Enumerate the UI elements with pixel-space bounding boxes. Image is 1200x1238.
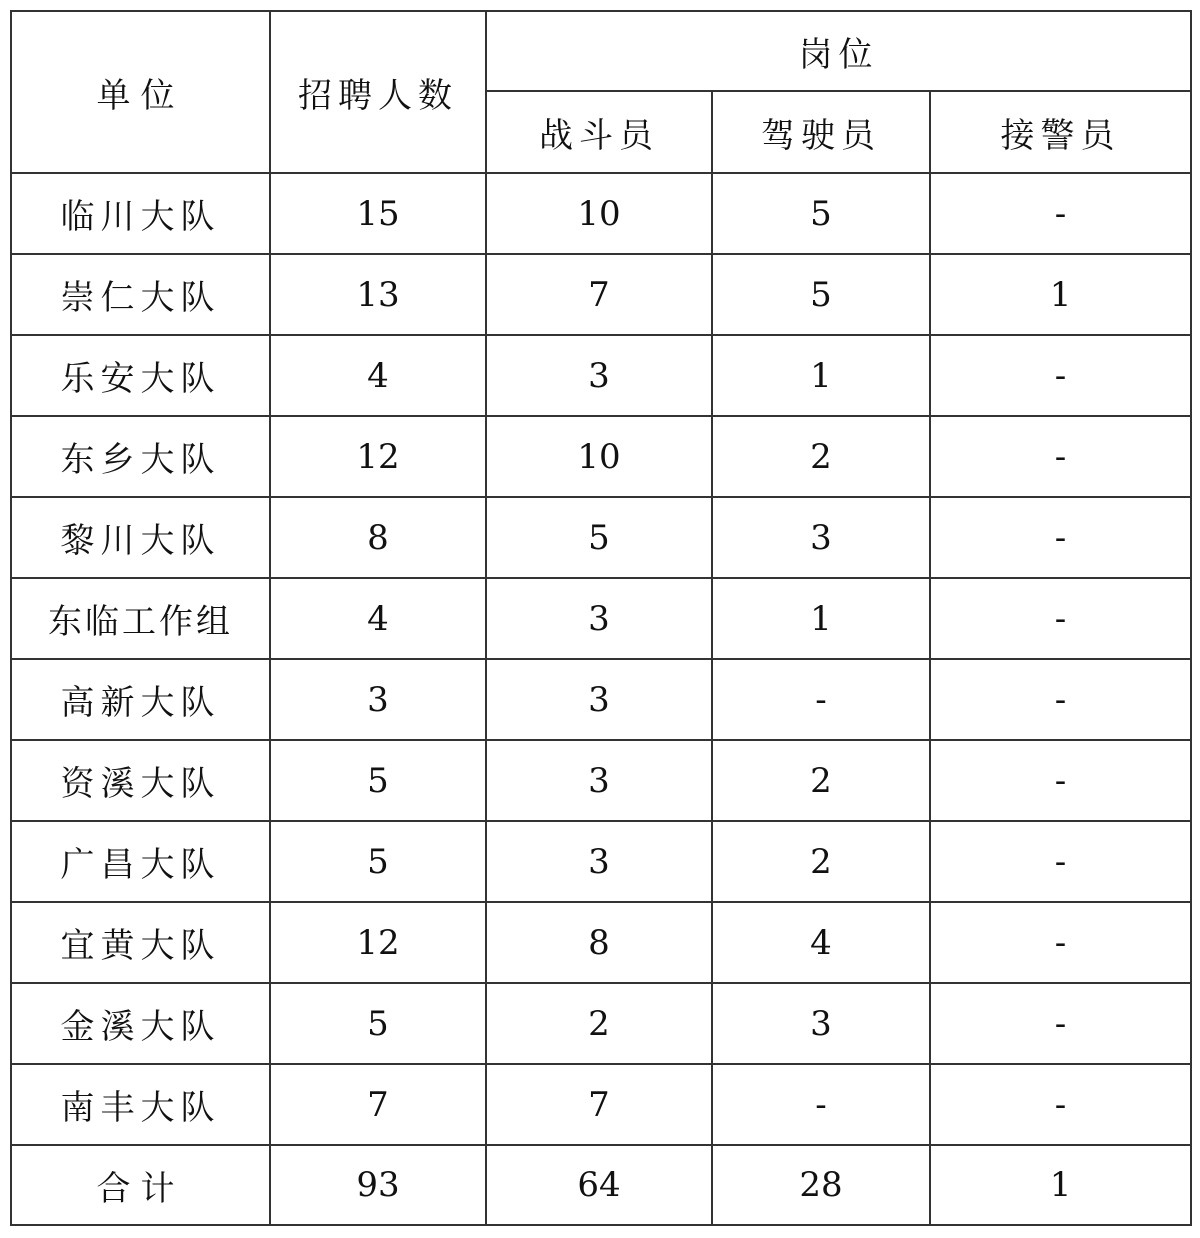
header-dispatcher: 接警员 [930, 91, 1191, 173]
cell-combatant: 3 [486, 740, 712, 821]
header-row-1 [11, 11, 1191, 91]
cell-total: 5 [270, 740, 486, 821]
cell-combatant: 3 [486, 578, 712, 659]
cell-total: 5 [270, 983, 486, 1064]
cell-combatant: 3 [486, 821, 712, 902]
cell-driver: 5 [712, 173, 930, 254]
cell-total: 12 [270, 902, 486, 983]
cell-combatant: 2 [486, 983, 712, 1064]
cell-unit: 东临工作组 [11, 578, 270, 659]
cell-total: 4 [270, 578, 486, 659]
cell-driver: - [712, 659, 930, 740]
cell-dispatcher: - [930, 497, 1191, 578]
cell-combatant: 5 [486, 497, 712, 578]
table-row [11, 335, 1191, 416]
cell-dispatcher: - [930, 902, 1191, 983]
cell-total: 7 [270, 1064, 486, 1145]
cell-combatant: 3 [486, 659, 712, 740]
cell-total: 13 [270, 254, 486, 335]
total-driver: 28 [712, 1145, 930, 1225]
cell-dispatcher: - [930, 740, 1191, 821]
cell-combatant: 7 [486, 254, 712, 335]
table-row [11, 983, 1191, 1064]
cell-driver: 1 [712, 335, 930, 416]
cell-dispatcher: - [930, 1064, 1191, 1145]
cell-unit: 高新大队 [11, 659, 270, 740]
cell-combatant: 8 [486, 902, 712, 983]
cell-total: 12 [270, 416, 486, 497]
cell-dispatcher: - [930, 416, 1191, 497]
recruitment-table-container [10, 10, 1192, 1226]
cell-driver: 4 [712, 902, 930, 983]
table-row [11, 497, 1191, 578]
cell-total: 8 [270, 497, 486, 578]
table-row [11, 902, 1191, 983]
cell-driver: 2 [712, 416, 930, 497]
total-label: 合计 [11, 1145, 270, 1225]
cell-driver: 2 [712, 821, 930, 902]
table-row [11, 578, 1191, 659]
cell-driver: - [712, 1064, 930, 1145]
table-row [11, 659, 1191, 740]
cell-driver: 3 [712, 497, 930, 578]
cell-unit: 资溪大队 [11, 740, 270, 821]
cell-unit: 东乡大队 [11, 416, 270, 497]
cell-total: 15 [270, 173, 486, 254]
header-recruit-count: 招聘人数 [270, 11, 486, 173]
recruitment-table [10, 10, 1192, 1226]
header-driver: 驾驶员 [712, 91, 930, 173]
cell-driver: 2 [712, 740, 930, 821]
total-dispatcher: 1 [930, 1145, 1191, 1225]
cell-total: 4 [270, 335, 486, 416]
cell-unit: 黎川大队 [11, 497, 270, 578]
total-recruit-count: 93 [270, 1145, 486, 1225]
table-row [11, 1064, 1191, 1145]
cell-combatant: 10 [486, 173, 712, 254]
cell-combatant: 7 [486, 1064, 712, 1145]
cell-unit: 南丰大队 [11, 1064, 270, 1145]
table-row [11, 740, 1191, 821]
cell-driver: 3 [712, 983, 930, 1064]
cell-total: 5 [270, 821, 486, 902]
cell-dispatcher: - [930, 983, 1191, 1064]
table-row [11, 254, 1191, 335]
cell-unit: 广昌大队 [11, 821, 270, 902]
table-row [11, 821, 1191, 902]
table-row [11, 416, 1191, 497]
header-positions: 岗位 [486, 11, 1191, 91]
cell-dispatcher: - [930, 821, 1191, 902]
header-unit: 单位 [11, 11, 270, 173]
cell-total: 3 [270, 659, 486, 740]
cell-dispatcher: - [930, 173, 1191, 254]
cell-unit: 临川大队 [11, 173, 270, 254]
cell-dispatcher: - [930, 335, 1191, 416]
cell-dispatcher: 1 [930, 254, 1191, 335]
cell-dispatcher: - [930, 659, 1191, 740]
cell-dispatcher: - [930, 578, 1191, 659]
total-row [11, 1145, 1191, 1225]
header-combatant: 战斗员 [486, 91, 712, 173]
cell-combatant: 10 [486, 416, 712, 497]
cell-unit: 崇仁大队 [11, 254, 270, 335]
total-combatant: 64 [486, 1145, 712, 1225]
cell-unit: 宜黄大队 [11, 902, 270, 983]
cell-unit: 乐安大队 [11, 335, 270, 416]
cell-driver: 5 [712, 254, 930, 335]
table-row [11, 173, 1191, 254]
cell-unit: 金溪大队 [11, 983, 270, 1064]
cell-combatant: 3 [486, 335, 712, 416]
cell-driver: 1 [712, 578, 930, 659]
